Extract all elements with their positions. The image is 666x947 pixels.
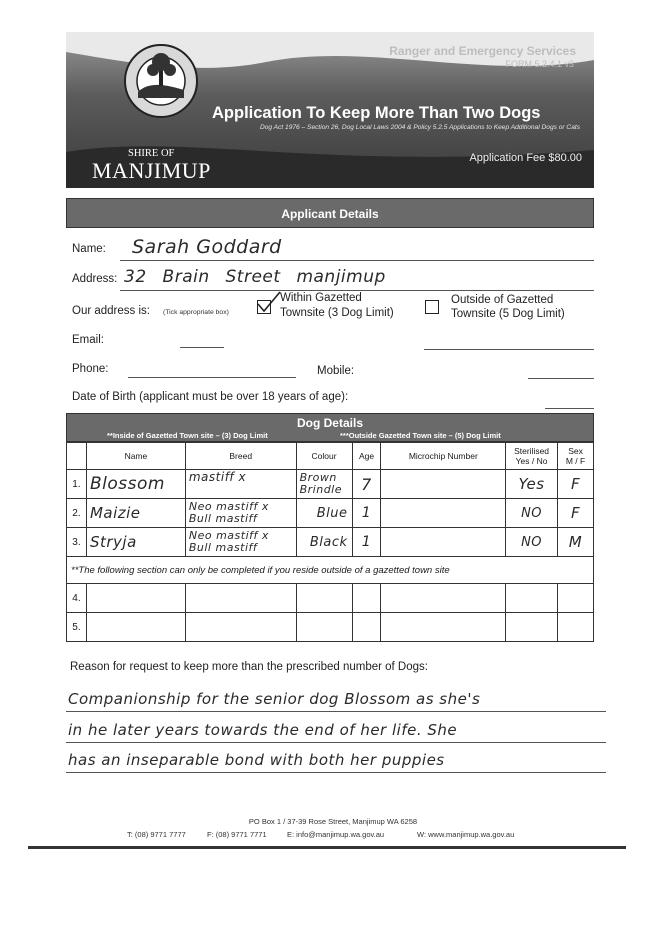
name-line	[120, 260, 594, 261]
sterilised-header-line2: Yes / No	[515, 456, 548, 466]
colour-cell[interactable]: Black	[296, 528, 352, 557]
form-header	[66, 32, 594, 188]
sex-header-line2: M / F	[565, 456, 586, 466]
age-header: Age	[352, 443, 381, 470]
sterilised-cell[interactable]	[506, 584, 558, 613]
sterilised-cell[interactable]: NO	[506, 528, 558, 557]
age-cell[interactable]: 1	[352, 528, 381, 557]
address-line	[120, 290, 594, 291]
reason-line-3	[66, 772, 606, 773]
colour-cell[interactable]	[296, 470, 352, 499]
phone-field[interactable]	[128, 377, 296, 378]
phone-label: Phone:	[72, 363, 109, 375]
microchip-header: Microchip Number	[381, 443, 506, 470]
sex-cell[interactable]	[558, 584, 594, 613]
dob-field[interactable]	[545, 408, 594, 409]
row-number: 2.	[67, 499, 87, 528]
name-header: Name	[86, 443, 185, 470]
sterilised-cell[interactable]: Yes	[506, 470, 558, 499]
breed-cell[interactable]	[185, 470, 296, 499]
age-cell[interactable]	[352, 613, 381, 642]
dog-details-heading	[66, 413, 594, 442]
shire-logo-icon	[122, 40, 200, 122]
outside-townsite-label-2: Townsite (5 Dog Limit)	[451, 308, 565, 320]
applicant-details-heading: Applicant Details	[66, 198, 594, 228]
breed-cell[interactable]	[185, 499, 296, 528]
colour-header: Colour	[296, 443, 352, 470]
breed-line1: Neo mastiff x	[188, 529, 269, 542]
table-row[interactable]	[67, 584, 594, 613]
email-field[interactable]	[424, 349, 594, 350]
microchip-cell[interactable]	[381, 528, 506, 557]
form-title: Application To Keep More Than Two Dogs	[212, 104, 541, 122]
row-number: 5.	[67, 613, 87, 642]
our-address-label: Our address is:	[72, 305, 150, 317]
reason-line-2	[66, 742, 606, 743]
outside-section-note-row	[67, 557, 594, 584]
form-subtitle: Dog Act 1976 – Section 26, Dog Local Laws 2004 & Policy 5.2.5 Applications to Keep Additional Dogs or Cats	[260, 124, 580, 131]
sex-cell[interactable]	[558, 613, 594, 642]
within-townsite-label-1: Within Gazetted	[280, 292, 362, 304]
address-field[interactable]: 32 Brain Street manjimup	[124, 267, 386, 287]
colour-cell[interactable]: Blue	[296, 499, 352, 528]
breed-line1: mastiff x	[188, 470, 247, 484]
row-number: 1.	[67, 470, 87, 499]
dog-details-title: Dog Details	[296, 416, 363, 430]
name-field[interactable]: Sarah Goddard	[132, 236, 282, 258]
dog-name-cell[interactable]	[86, 584, 185, 613]
email-label: Email:	[72, 334, 104, 346]
name-label: Name:	[72, 243, 106, 255]
sex-header	[558, 443, 594, 470]
colour-line1: Brown	[299, 471, 337, 484]
application-fee: Application Fee $80.00	[469, 152, 582, 164]
department-name: Ranger and Emergency Services	[389, 44, 576, 58]
sterilised-cell[interactable]: NO	[506, 499, 558, 528]
footer-fax: F: (08) 9771 7771	[207, 830, 267, 839]
microchip-cell[interactable]	[381, 470, 506, 499]
dog-name-cell[interactable]: Blossom	[86, 470, 185, 499]
reason-line-1	[66, 711, 606, 712]
microchip-cell[interactable]	[381, 499, 506, 528]
mobile-field[interactable]	[528, 378, 594, 379]
colour-line2: Brindle	[299, 483, 342, 496]
dob-label: Date of Birth (applicant must be over 18 years of age):	[72, 391, 349, 403]
outside-townsite-note: ***Outside Gazetted Town site – (5) Dog Limit	[340, 431, 501, 440]
shire-of-label: SHIRE OF	[128, 148, 175, 159]
sex-cell[interactable]: F	[558, 499, 594, 528]
sterilised-header	[506, 443, 558, 470]
reason-text-line-1[interactable]: Companionship for the senior dog Blossom as she's	[68, 690, 481, 708]
dog-name-cell[interactable]: Stryja	[86, 528, 185, 557]
breed-cell[interactable]	[185, 613, 296, 642]
email-line-a	[180, 347, 224, 348]
dog-table-header-row	[67, 443, 594, 470]
mobile-label: Mobile:	[317, 365, 355, 377]
sterilised-header-line1: Sterilised	[514, 446, 550, 456]
inside-townsite-note: **Inside of Gazetted Town site – (3) Dog Limit	[107, 431, 268, 440]
reason-label: Reason for request to keep more than the prescribed number of Dogs:	[70, 661, 428, 673]
outside-townsite-label-1: Outside of Gazetted	[451, 294, 554, 306]
num-header	[67, 443, 87, 470]
address-label: Address:	[72, 273, 118, 285]
dog-details-table	[66, 442, 594, 642]
breed-cell[interactable]	[185, 528, 296, 557]
age-cell[interactable]: 7	[352, 470, 381, 499]
breed-line1: Neo mastiff x	[188, 500, 269, 513]
age-cell[interactable]	[352, 584, 381, 613]
shire-name: MANJIMUP	[92, 158, 211, 183]
colour-cell[interactable]	[296, 613, 352, 642]
colour-cell[interactable]	[296, 584, 352, 613]
reason-text-line-2[interactable]: in he later years towards the end of her life. She	[68, 721, 458, 739]
table-row[interactable]	[67, 470, 594, 499]
age-cell[interactable]: 1	[352, 499, 381, 528]
footer-tel: T: (08) 9771 7777	[127, 830, 186, 839]
row-number: 3.	[67, 528, 87, 557]
reason-text-line-3[interactable]: has an inseparable bond with both her puppies	[68, 751, 445, 769]
breed-header: Breed	[185, 443, 296, 470]
footer-divider	[28, 846, 626, 849]
breed-line2: Bull mastiff	[188, 512, 258, 525]
sex-cell[interactable]: M	[558, 528, 594, 557]
footer-address: PO Box 1 / 37-39 Rose Street, Manjimup WA 6258	[248, 817, 418, 826]
footer-web: W: www.manjimup.wa.gov.au	[417, 830, 515, 839]
row-number: 4.	[67, 584, 87, 613]
table-row[interactable]	[67, 499, 594, 528]
outside-section-note: **The following section can only be completed if you reside outside of a gazetted town site	[67, 557, 594, 584]
outside-townsite-checkbox[interactable]	[425, 300, 439, 314]
within-townsite-label-2: Townsite (3 Dog Limit)	[280, 307, 394, 319]
sex-cell[interactable]: F	[558, 470, 594, 499]
breed-line2: Bull mastiff	[188, 541, 258, 554]
tick-hint: (Tick appropriate box)	[163, 309, 229, 316]
sex-header-line1: Sex	[568, 446, 583, 456]
footer-email: E: info@manjimup.wa.gov.au	[287, 830, 385, 839]
table-row[interactable]	[67, 528, 594, 557]
form-number: FORM 5.2.4.1 v3	[505, 59, 574, 69]
dog-name-cell[interactable]: Maizie	[86, 499, 185, 528]
microchip-cell[interactable]	[381, 613, 506, 642]
dog-name-cell[interactable]	[86, 613, 185, 642]
microchip-cell[interactable]	[381, 584, 506, 613]
sterilised-cell[interactable]	[506, 613, 558, 642]
table-row[interactable]	[67, 613, 594, 642]
breed-cell[interactable]	[185, 584, 296, 613]
